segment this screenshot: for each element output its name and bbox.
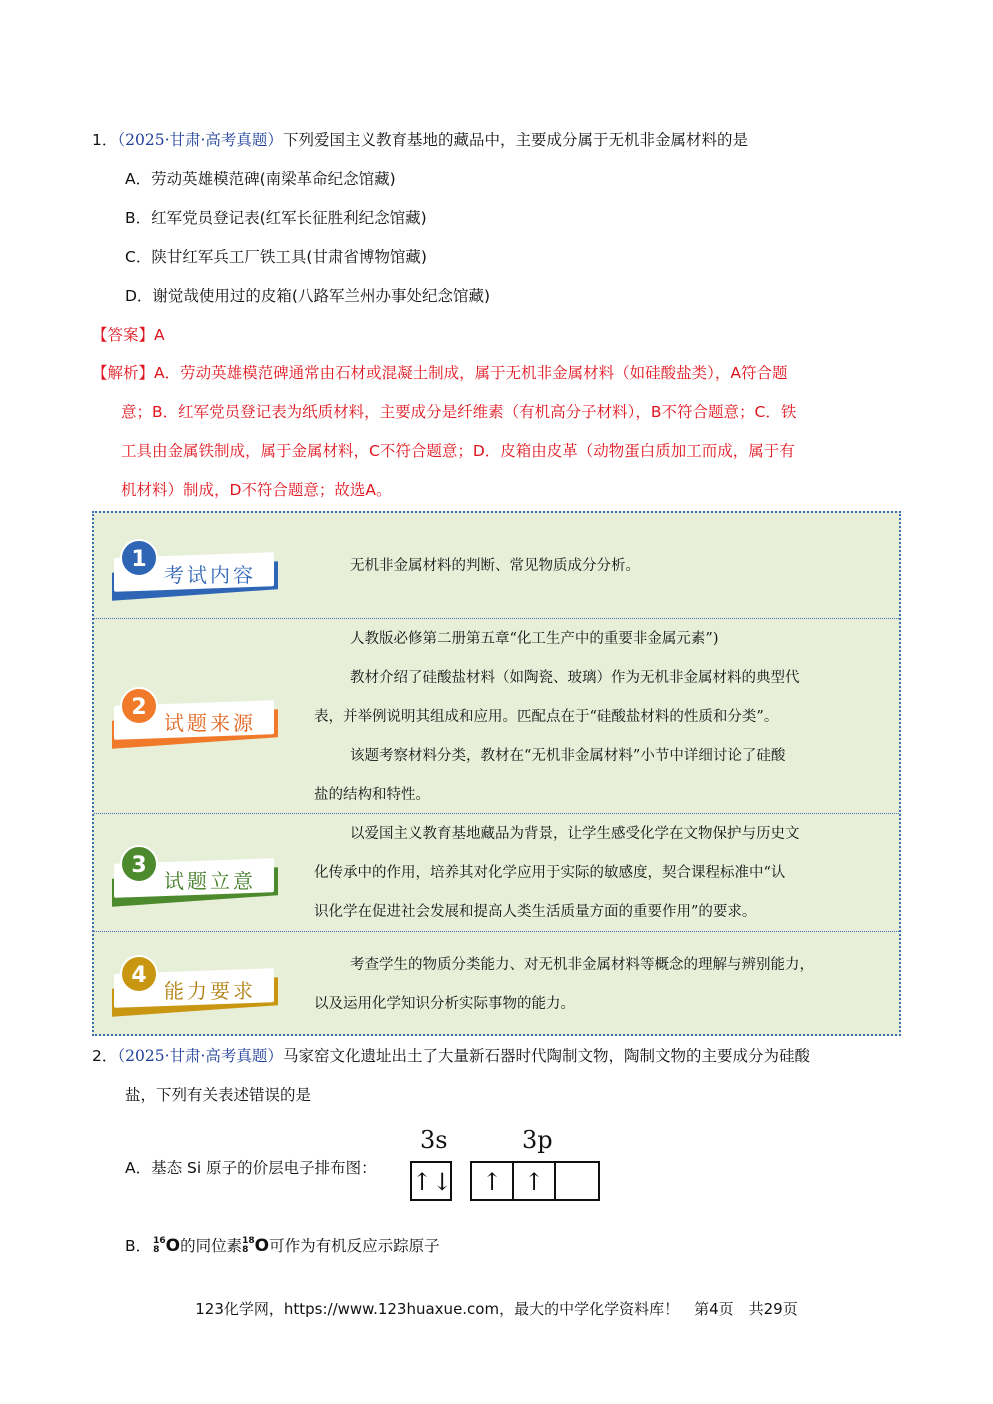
intent-line-3: 识化学在促进社会发展和提高人类生活质量方面的重要作用”的要求。 xyxy=(314,904,757,920)
ability-line-1: 考查学生的物质分类能力、对无机非金属材料等概念的理解与辨别能力， xyxy=(350,957,814,973)
badge-number: 1 xyxy=(120,539,158,577)
orbital-3p-box-2: ↑ xyxy=(512,1161,556,1201)
intent-line-1: 以爱国主义教育基地藏品为背景，让学生感受化学在文物保护与历史文 xyxy=(350,826,800,842)
source-line-5: 盐的结构和特性。 xyxy=(314,787,430,803)
question-source-text xyxy=(314,620,894,815)
badge-exam-content xyxy=(112,537,280,597)
analysis-line-2: 意；B．红军党员登记表为纸质材料，主要成分是纤维素（有机高分子材料），B不符合题意；C．铁 xyxy=(121,403,797,421)
optb-mid: 的同位素 xyxy=(180,1237,243,1255)
q2-source: （2025·甘肃·高考真题） xyxy=(117,1047,283,1065)
badge-ability-requirements xyxy=(112,953,280,1013)
badge-title: 试题来源 xyxy=(164,711,256,735)
question-intent-text xyxy=(314,815,894,932)
isotope-2-mass: 18 xyxy=(242,1236,255,1246)
q2-number: 2． xyxy=(92,1047,118,1065)
q1-option-b: B．红军党员登记表(红军长征胜利纪念馆藏) xyxy=(125,209,427,227)
badge-title: 考试内容 xyxy=(164,563,256,587)
isotope-2-numbers xyxy=(242,1237,255,1255)
q1-analysis xyxy=(92,354,902,510)
q1-option-d: D．谢觉哉使用过的皮箱(八路军兰州办事处纪念馆藏) xyxy=(125,287,491,305)
badge-number: 2 xyxy=(120,687,158,725)
isotope-1-mass: 16 xyxy=(153,1236,166,1246)
ability-line-2: 以及运用化学知识分析实际事物的能力。 xyxy=(314,996,575,1012)
orbital-3p-box-3 xyxy=(554,1161,600,1201)
analysis-box xyxy=(92,511,901,1036)
analysis-label: 【解析】 xyxy=(92,364,155,382)
isotope-2-symbol: O xyxy=(254,1236,270,1256)
badge-question-source xyxy=(112,685,280,745)
isotope-2-z: 8 xyxy=(242,1245,249,1255)
intent-line-2: 化传承中的作用，培养其对化学应用于实际的敏感度，契合课程标准中“认 xyxy=(314,865,786,881)
orbital-3s-label: 3s xyxy=(420,1126,448,1154)
badge-question-intent xyxy=(112,843,280,903)
source-line-3: 表，并举例说明其组成和应用。匹配点在于“硅酸盐材料的性质和分类”。 xyxy=(314,709,779,725)
exam-content-text: 无机非金属材料的判断、常见物质成分分析。 xyxy=(350,558,640,574)
badge-number: 4 xyxy=(120,955,158,993)
orbital-3s-box: ↑↓ xyxy=(410,1161,452,1201)
ability-requirements-text xyxy=(314,946,894,1024)
q2-option-b xyxy=(125,1236,440,1256)
badge-title: 能力要求 xyxy=(164,979,256,1003)
q1-source: （2025·甘肃·高考真题） xyxy=(117,131,283,149)
badge-title: 试题立意 xyxy=(164,869,256,893)
source-line-4: 该题考察材料分类，教材在“无机非金属材料”小节中详细讨论了硅酸 xyxy=(350,748,786,764)
analysis-line-1: A．劳动英雄模范碑通常由石材或混凝土制成，属于无机非金属材料（如硅酸盐类），A符合题 xyxy=(154,364,788,382)
q1-option-c: C．陕甘红军兵工厂铁工具(甘肃省博物馆藏) xyxy=(125,248,427,266)
q1-stem-line xyxy=(92,130,748,150)
orbital-3p-label: 3p xyxy=(522,1126,553,1154)
isotope-1-numbers xyxy=(153,1237,166,1255)
row-divider xyxy=(94,618,899,619)
answer-value: A xyxy=(154,326,165,344)
answer-label: 【答案】 xyxy=(92,326,155,344)
q1-answer xyxy=(92,325,165,345)
q2-stem-line-1 xyxy=(92,1046,810,1066)
optb-prefix: B． xyxy=(125,1237,152,1255)
orbital-diagram xyxy=(410,1161,602,1203)
analysis-line-3: 工具由金属铁制成，属于金属材料，C不符合题意；D．皮箱由皮革（动物蛋白质加工而成，属于有 xyxy=(121,442,795,460)
isotope-1-symbol: O xyxy=(165,1236,181,1256)
q1-stem: 下列爱国主义教育基地的藏品中，主要成分属于无机非金属材料的是 xyxy=(282,131,748,149)
q1-number: 1． xyxy=(92,131,118,149)
source-line-2: 教材介绍了硅酸盐材料（如陶瓷、玻璃）作为无机非金属材料的典型代 xyxy=(350,670,800,686)
optb-suffix: 可作为有机反应示踪原子 xyxy=(269,1237,440,1255)
q2-option-a: A．基态 Si 原子的价层电子排布图： xyxy=(125,1159,377,1177)
q2-stem-line-2: 盐，下列有关表述错误的是 xyxy=(125,1086,312,1104)
source-line-1: 人教版必修第二册第五章“化工生产中的重要非金属元素”) xyxy=(350,631,719,647)
q1-option-a: A．劳动英雄模范碑(南梁革命纪念馆藏) xyxy=(125,170,396,188)
analysis-line-4: 机材料）制成，D不符合题意；故选A。 xyxy=(121,481,392,499)
orbital-3p-box-1: ↑ xyxy=(470,1161,514,1201)
page-footer: 123化学网，https://www.123huaxue.com，最大的中学化学资料库！ 第4页 共29页 xyxy=(195,1300,798,1318)
q2-stem-1: 马家窑文化遗址出土了大量新石器时代陶制文物，陶制文物的主要成分为硅酸 xyxy=(282,1047,810,1065)
isotope-1-z: 8 xyxy=(153,1245,160,1255)
badge-number: 3 xyxy=(120,845,158,883)
